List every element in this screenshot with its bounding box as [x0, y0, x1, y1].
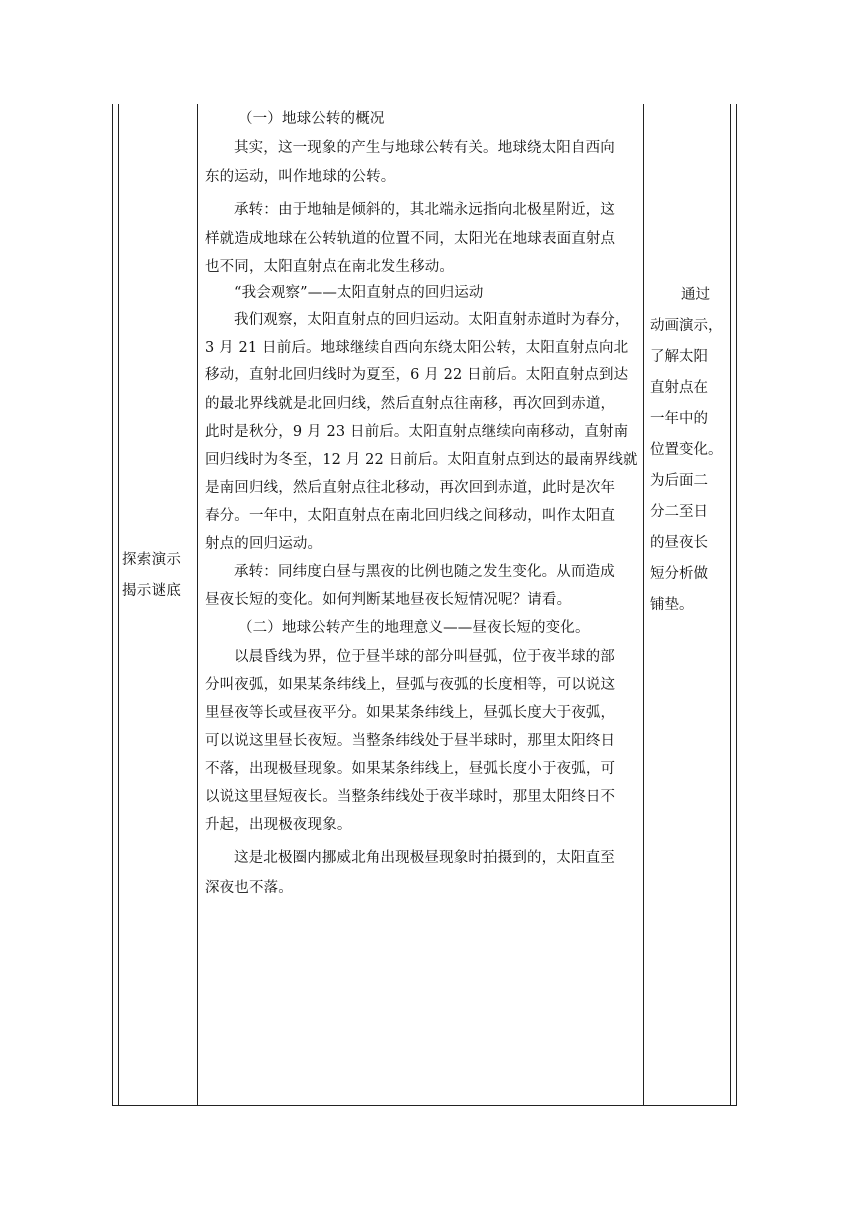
paragraph-line: 此时是秋分，9 月 23 日前后。太阳直射点继续向南移动，直射南 — [205, 424, 629, 440]
paragraph-line: 春分。一年中，太阳直射点在南北回归线之间移动，叫作太阳直 — [205, 508, 616, 524]
subsection-heading: “我会观察”——太阳直射点的回归运动 — [234, 285, 484, 301]
table-border-left-inner — [118, 104, 119, 1105]
paragraph-line: 昼夜长短的变化。如何判断某地昼夜长短情况呢？请看。 — [205, 592, 572, 608]
paragraph-line: 分叫夜弧，如果某条纬线上，昼弧与夜弧的长度相等，可以说这 — [205, 677, 616, 693]
paragraph-line: 样就造成地球在公转轨道的位置不同，太阳光在地球表面直射点 — [205, 231, 616, 247]
note-line: 为后面二 — [650, 473, 708, 489]
table-border-bottom — [112, 1105, 737, 1106]
note-line: 通过 — [681, 287, 710, 303]
paragraph-line: 其实，这一现象的产生与地球公转有关。地球绕太阳自西向 — [234, 140, 615, 156]
paragraph-line: 承转：由于地轴是倾斜的，其北端永远指向北极星附近，这 — [234, 202, 615, 218]
note-line: 了解太阳 — [650, 349, 708, 365]
section-heading: （二）地球公转产生的地理意义——昼夜长短的变化。 — [238, 620, 590, 636]
paragraph-line: 这是北极圈内挪威北角出现极昼现象时拍摄到的，太阳直至 — [234, 850, 615, 866]
note-line: 直射点在 — [650, 380, 708, 396]
paragraph-line: 承转：同纬度白昼与黑夜的比例也随之发生变化。从而造成 — [234, 564, 615, 580]
paragraph-line: 不落，出现极昼现象。如果某条纬线上，昼弧长度小于夜弧，可 — [205, 761, 616, 777]
paragraph-line: 以说这里昼短夜长。当整条纬线处于夜半球时，那里太阳终日不 — [205, 789, 616, 805]
note-line: 的昼夜长 — [650, 535, 708, 551]
paragraph-line: 移动，直射北回归线时为夏至，6 月 22 日前后。太阳直射点到达 — [205, 367, 629, 383]
paragraph-line: 里昼夜等长或昼夜平分。如果某条纬线上，昼弧长度大于夜弧， — [205, 705, 616, 721]
paragraph-line: 以晨昏线为界，位于昼半球的部分叫昼弧，位于夜半球的部 — [234, 649, 615, 665]
table-border-right-inner — [730, 104, 731, 1105]
note-line: 一年中的 — [650, 411, 708, 427]
note-line: 分二至日 — [650, 504, 708, 520]
section-heading: （一）地球公转的概况 — [238, 111, 385, 127]
note-line: 位置变化。 — [650, 442, 723, 458]
paragraph-line: 回归线时为冬至，12 月 22 日前后。太阳直射点到达的最南界线就 — [205, 452, 638, 468]
row-label-line: 揭示谜底 — [122, 583, 182, 599]
paragraph-line: 也不同，太阳直射点在南北发生移动。 — [205, 259, 455, 275]
table-border-left-outer — [112, 104, 113, 1105]
table-column-divider-1 — [197, 104, 198, 1105]
design-intent-cell — [650, 280, 730, 621]
paragraph-line: 东的运动，叫作地球的公转。 — [205, 169, 396, 185]
paragraph-line: 的最北界线就是北回归线，然后直射点往南移，再次回到赤道， — [205, 396, 616, 412]
paragraph-line: 升起，出现极夜现象。 — [205, 817, 352, 833]
note-line: 铺垫。 — [650, 597, 694, 613]
paragraph-line: 我们观察，太阳直射点的回归运动。太阳直射赤道时为春分， — [234, 312, 630, 328]
paragraph-line: 深夜也不落。 — [205, 880, 293, 896]
paragraph-line: 是南回归线，然后直射点往北移动，再次回到赤道，此时是次年 — [205, 480, 616, 496]
table-column-divider-2 — [643, 104, 644, 1105]
row-label-cell — [122, 545, 192, 607]
paragraph-line: 可以说这里昼长夜短。当整条纬线处于昼半球时，那里太阳终日 — [205, 733, 616, 749]
paragraph-line: 射点的回归运动。 — [205, 536, 323, 552]
note-line: 动画演示， — [650, 318, 723, 334]
note-line: 短分析做 — [650, 566, 708, 582]
row-label-line: 探索演示 — [122, 552, 182, 568]
table-border-right-outer — [736, 104, 737, 1105]
paragraph-line: 3 月 21 日前后。地球继续自西向东绕太阳公转，太阳直射点向北 — [205, 340, 629, 356]
